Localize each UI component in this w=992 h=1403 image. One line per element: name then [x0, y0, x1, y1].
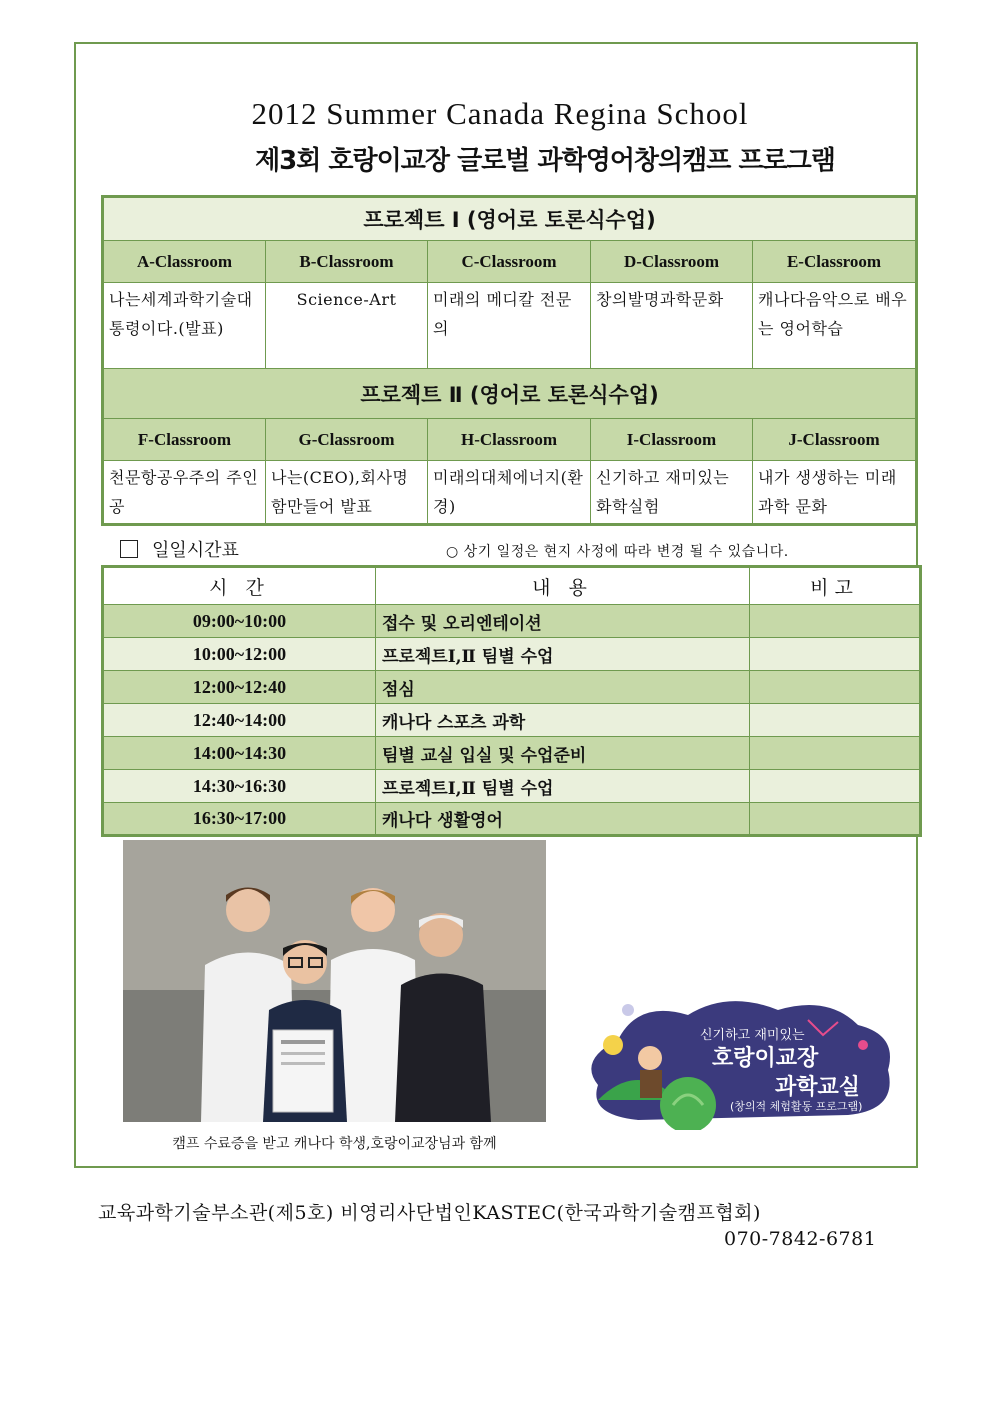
row-remark	[750, 770, 921, 803]
table-row	[103, 638, 921, 671]
footer-organization: 교육과학기술부소관(제5호) 비영리사단법인KASTEC(한국과학기술캠프협회)	[98, 1202, 761, 1224]
logo-subtitle: (창의적 체험활동 프로그램)	[730, 1100, 863, 1113]
page-title: 2012 Summer Canada Regina School	[251, 96, 749, 131]
logo-name: 호랑이교장	[712, 1046, 819, 1071]
classroom-j: J-Classroom	[753, 419, 917, 461]
page-subtitle: 제3회 호랑이교장 글로벌 과학영어창의캠프 프로그램	[255, 146, 835, 176]
row-time: 16:30~17:00	[103, 803, 376, 836]
row-content: 캐나다 생활영어	[376, 803, 750, 836]
footer-phone: 070-7842-6781	[724, 1228, 877, 1250]
classroom-e: E-Classroom	[753, 241, 917, 283]
row-content: 캐나다 스포츠 과학	[376, 704, 750, 737]
row-content: 접수 및 오리엔테이션	[376, 605, 750, 638]
row-remark	[750, 605, 921, 638]
project2-heading: 프로젝트 Ⅱ (영어로 토론식수업)	[103, 369, 917, 419]
topic-j: 내가 생생하는 미래과학 문화	[753, 461, 917, 525]
schedule-table	[101, 565, 922, 837]
project-table	[101, 195, 918, 526]
row-remark	[750, 704, 921, 737]
topic-d: 창의발명과학문화	[591, 283, 753, 369]
topic-a: 나는세계과학기술대통령이다.(발표)	[103, 283, 266, 369]
photo-caption: 캠프 수료증을 받고 캐나다 학생,호랑이교장님과 함께	[172, 1136, 497, 1152]
table-row	[103, 803, 921, 836]
table-row	[103, 737, 921, 770]
classroom-i: I-Classroom	[591, 419, 753, 461]
row-remark	[750, 638, 921, 671]
classroom-h: H-Classroom	[428, 419, 591, 461]
classroom-f: F-Classroom	[103, 419, 266, 461]
row-time: 14:30~16:30	[103, 770, 376, 803]
classroom-g: G-Classroom	[266, 419, 428, 461]
checkbox-square-icon	[120, 540, 138, 558]
row-time: 12:40~14:00	[103, 704, 376, 737]
row-content: 팀별 교실 입실 및 수업준비	[376, 737, 750, 770]
topic-e: 캐나다음악으로 배우는 영어학습	[753, 283, 917, 369]
logo-class: 과학교실	[775, 1075, 861, 1100]
row-remark	[750, 803, 921, 836]
table-row	[103, 770, 921, 803]
table-row	[103, 704, 921, 737]
topic-g: 나는(CEO),회사명함만들어 발표	[266, 461, 428, 525]
table-row	[103, 671, 921, 704]
table-row	[103, 605, 921, 638]
schedule-note: ○ 상기 일정은 현지 사정에 따라 변경 될 수 있습니다.	[446, 544, 789, 560]
row-time: 14:00~14:30	[103, 737, 376, 770]
column-header-content: 내 용	[376, 567, 750, 605]
row-time: 12:00~12:40	[103, 671, 376, 704]
row-remark	[750, 671, 921, 704]
row-remark	[750, 737, 921, 770]
logo-tagline: 신기하고 재미있는	[700, 1028, 805, 1043]
row-content: 프로젝트Ⅰ,Ⅱ 팀별 수업	[376, 638, 750, 671]
classroom-b: B-Classroom	[266, 241, 428, 283]
column-header-remark: 비고	[750, 567, 921, 605]
topic-b: Science-Art	[266, 283, 428, 369]
classroom-a: A-Classroom	[103, 241, 266, 283]
row-time: 09:00~10:00	[103, 605, 376, 638]
column-header-time: 시 간	[103, 567, 376, 605]
schedule-heading	[120, 536, 239, 562]
topic-i: 신기하고 재미있는 화학실험	[591, 461, 753, 525]
topic-c: 미래의 메디칼 전문의	[428, 283, 591, 369]
project1-heading: 프로젝트 Ⅰ (영어로 토론식수업)	[103, 197, 917, 241]
topic-f: 천문항공우주의 주인공	[103, 461, 266, 525]
group-photo	[123, 840, 546, 1122]
schedule-heading-label: 일일시간표	[152, 540, 239, 561]
row-content: 점심	[376, 671, 750, 704]
classroom-d: D-Classroom	[591, 241, 753, 283]
row-time: 10:00~12:00	[103, 638, 376, 671]
classroom-c: C-Classroom	[428, 241, 591, 283]
topic-h: 미래의대체에너지(환경)	[428, 461, 591, 525]
row-content: 프로젝트Ⅰ,Ⅱ 팀별 수업	[376, 770, 750, 803]
